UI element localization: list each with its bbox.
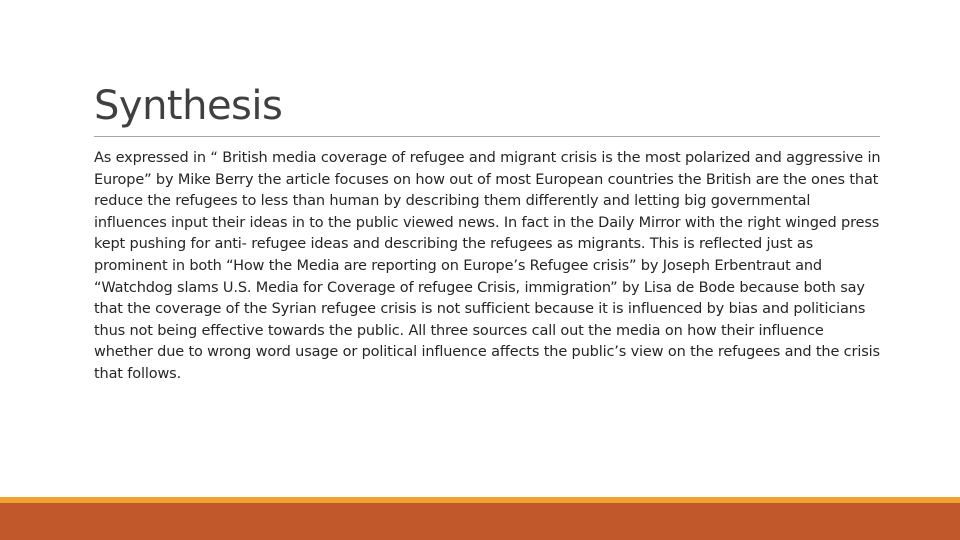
- slide-title: Synthesis: [94, 83, 283, 129]
- footer-band: [0, 503, 960, 540]
- title-divider: [94, 136, 880, 137]
- slide-body-text: As expressed in “ British media coverage of refugee and migrant crisis is the most polarized and aggressive in Europe” by Mike Berry the article focuses on how out of most European countries the British are the ones that reduce the refugees to less than human by describing them differently and letting big governmental influences input their ideas in to the public viewed news. In fact in the Daily Mirror with the right winged press kept pushing for anti- refugee ideas and describing the refugees as migrants. This is reflected just as prominent in both “How the Media are reporting on Europe’s Refugee crisis” by Joseph Erbentraut and “Watchdog slams U.S. Media for Coverage of refugee Crisis, immigration” by Lisa de Bode because both say that the coverage of the Syrian refugee crisis is not sufficient because it is influenced by bias and politicians thus not being effective towards the public. All three sources call out the media on how their influence whether due to wrong word usage or political influence affects the public’s view on the refugees and the crisis that follows.: [94, 150, 881, 382]
